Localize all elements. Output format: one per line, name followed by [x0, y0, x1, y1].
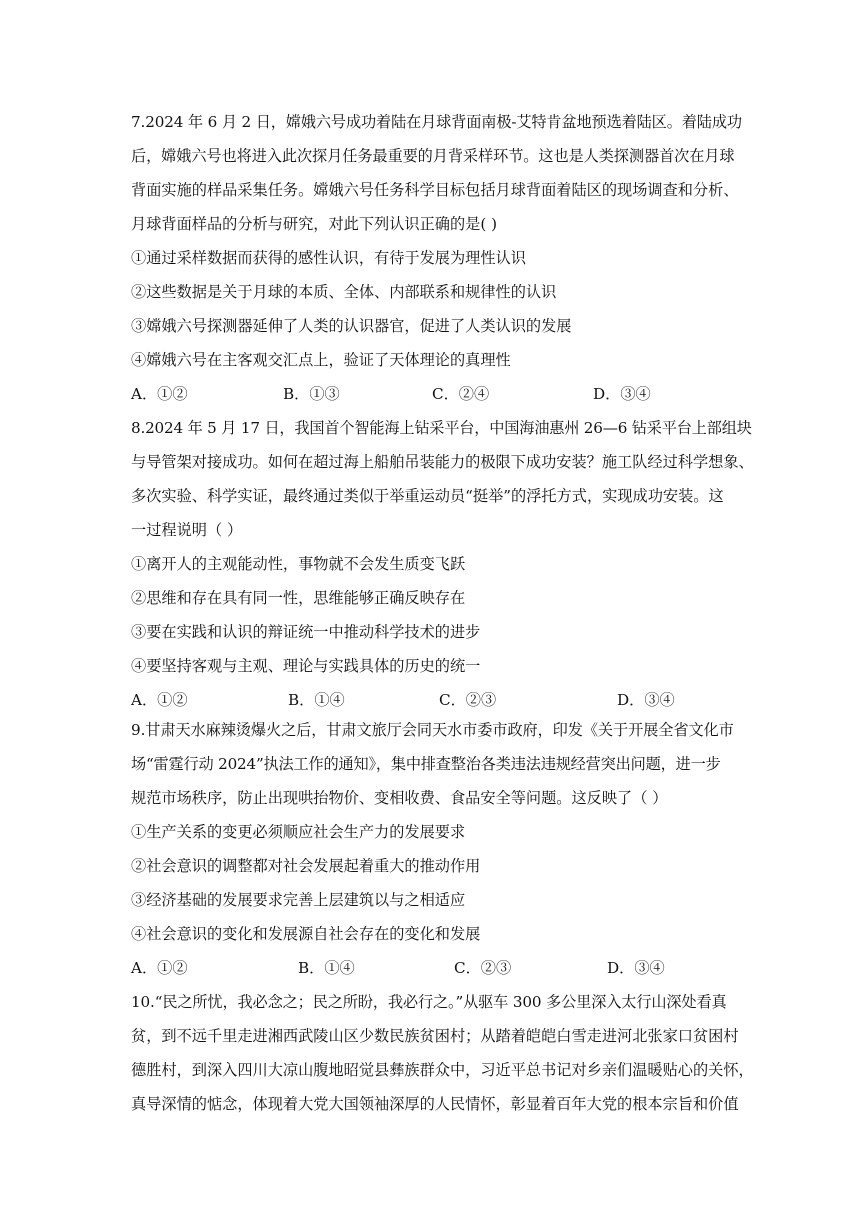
- question-stem-line: 9.甘肃天水麻辣烫爆火之后，甘肃文旅厅会同天水市委市政府，印发《关于开展全省文化市: [131, 721, 734, 739]
- question-stem-line: 7.2024 年 6 月 2 日，嫦娥六号成功着陆在月球背面南极-艾特肯盆地预选着陆区。着陆成功: [131, 113, 742, 131]
- question-10: [131, 985, 754, 1121]
- option-a: A．①②: [131, 691, 188, 709]
- statement-item: ②思维和存在具有同一性，思维能够正确反映存在: [131, 589, 466, 607]
- option-c: C．②③: [454, 959, 512, 977]
- option-d: D．③④: [617, 691, 675, 709]
- option-d: D．③④: [607, 959, 665, 977]
- question-stem-line: 与导管架对接成功。如何在超过海上船舶吊装能力的极限下成功安装？施工队经过科学想象、: [131, 453, 754, 471]
- statement-item: ②社会意识的调整都对社会发展起着重大的推动作用: [131, 857, 481, 875]
- statement-item: ③要在实践和认识的辩证统一中推动科学技术的进步: [131, 623, 481, 641]
- question-stem-line: 真导深情的惦念，体现着大党大国领袖深厚的人民情怀，彰显着百年大党的根本宗旨和价值: [131, 1095, 739, 1113]
- question-stem-line: 贫，到不远千里走进湘西武陵山区少数民族贫困村；从踏着皑皑白雪走进河北张家口贫困村: [131, 1027, 739, 1045]
- option-a: A．①②: [131, 959, 188, 977]
- question-stem-line: 后，嫦娥六号也将进入此次探月任务最重要的月背采样环节。这也是人类探测器首次在月球: [131, 147, 735, 165]
- statement-item: ③经济基础的发展要求完善上层建筑以与之相适应: [131, 891, 466, 909]
- question-stem-line: 月球背面样品的分析与研究，对此下列认识正确的是( ): [131, 215, 497, 233]
- answer-options: [131, 683, 741, 717]
- option-c: C．②③: [439, 691, 497, 709]
- answer-options: [131, 377, 741, 411]
- option-b: B．①④: [288, 691, 345, 709]
- question-stem-line: 一过程说明（ ）: [131, 521, 243, 539]
- question-9: [131, 713, 741, 985]
- question-stem-line: 规范市场秩序，防止出现哄抬物价、变相收费、食品安全等问题。这反映了（ ）: [131, 789, 668, 807]
- statement-item: ①通过采样数据而获得的感性认识，有待于发展为理性认识: [131, 249, 526, 267]
- statement-item: ④嫦娥六号在主客观交汇点上，验证了天体理论的真理性: [131, 351, 511, 369]
- question-8: [131, 411, 754, 717]
- statement-item: ②这些数据是关于月球的本质、全体、内部联系和规律性的认识: [131, 283, 557, 301]
- question-stem-line: 8.2024 年 5 月 17 日，我国首个智能海上钻采平台，中国海油惠州 26—6 钻采平台上部组块: [131, 419, 752, 437]
- option-c: C．②④: [432, 385, 490, 403]
- statement-item: ③嫦娥六号探测器延伸了人类的认识器官，促进了人类认识的发展: [131, 317, 572, 335]
- statement-item: ①离开人的主观能动性，事物就不会发生质变飞跃: [131, 555, 466, 573]
- option-b: B．①④: [298, 959, 355, 977]
- answer-options: [131, 951, 741, 985]
- statement-item: ①生产关系的变更必须顺应社会生产力的发展要求: [131, 823, 466, 841]
- question-stem-line: 场“雷霆行动 2024”执法工作的通知》，集中排查整治各类违法违规经营突出问题，进一步: [131, 755, 721, 773]
- option-a: A．①②: [131, 385, 188, 403]
- question-stem-line: 多次实验、科学实证，最终通过类似于举重运动员“挺举”的浮托方式，实现成功安装。这: [131, 487, 724, 505]
- option-b: B．①③: [283, 385, 340, 403]
- option-d: D．③④: [593, 385, 651, 403]
- question-stem-line: 10.“民之所忧，我必念之；民之所盼，我必行之。”从驱车 300 多公里深入太行山深处看真: [131, 993, 727, 1011]
- question-stem-line: 德胜村，到深入四川大凉山腹地昭觉县彝族群众中，习近平总书记对乡亲们温暖贴心的关怀，: [131, 1061, 754, 1079]
- question-stem-line: 背面实施的样品采集任务。嫦娥六号任务科学目标包括月球背面着陆区的现场调查和分析、: [131, 181, 739, 199]
- statement-item: ④要坚持客观与主观、理论与实践具体的历史的统一: [131, 657, 481, 675]
- statement-item: ④社会意识的变化和发展源自社会存在的变化和发展: [131, 925, 481, 943]
- question-7: [131, 105, 741, 411]
